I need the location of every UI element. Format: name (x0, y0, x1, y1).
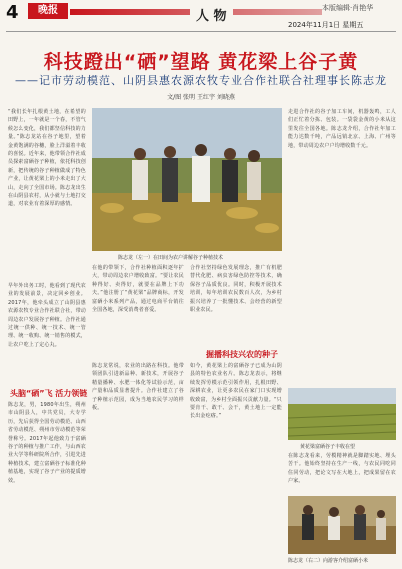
body-column-2b: 陈志龙常说，农业的出路在科技。他带领团队引进新品种、新技术，开展谷子精量播种、水肥一体化等试验示范，亩产量和品质显著提升。合作社建立了谷子种植示范园，成为当地农民学习的样板。 (92, 363, 184, 412)
section-title: 人 物 (190, 5, 233, 24)
main-photo (92, 108, 282, 251)
bottom-photo-illustration (288, 496, 396, 554)
field-photo (288, 388, 396, 440)
body-column-1: “我们长年扎根黄土地，在希望的田野上，一年就是一个春，不管气候怎么变化，我们都坚信科技的力量。”陈志龙站在谷子地里，望着金黄饱满的谷穗，脸上洋溢着丰收的喜悦。近年来，他带领合作社成员探索富硒谷子种植，依托科技创新，把传统的谷子种植做成了特色产业，让黄花梁上的小米走出了大山，走向了全国市场。陈志龙出生在山阴县农村，从小就与土地打交道，对农业有着深厚的感情。 (8, 109, 86, 208)
body-column-1b: 早年外出务工时，他看到了现代农业的发展前景，决定回乡创业。2017年，他牵头成立了山阴县惠农源农牧专业合作社联合社，带动周边农户发展谷子种植。合作社通过统一供种、统一技术、统一管理、统一收购、统一销售的模式，让农户吃上了定心丸。 (8, 283, 86, 348)
body-column-3a: 合作社坚持绿色发展理念，推广有机肥替代化肥、病虫害绿色防控等技术，确保谷子品质优良。同时，积极开展技术培训，每年培训农民数百人次，为乡村振兴培养了一批懂技术、会经营的新型职业农民。 (190, 265, 282, 314)
issue-date: 2024年11月1日 星期五 (288, 21, 364, 29)
photo-caption-3: 陈志龙（右二）向游客介绍富硒小米 (288, 558, 369, 564)
article-headline: 科技蹬出“硒”望路 黄花梁上谷子黄 (43, 51, 359, 73)
article-byline: 文/图 张明 王红宇 刘晓燕 (167, 94, 235, 101)
newspaper-logo: 晚报 (28, 3, 68, 19)
page-number: 4 (6, 2, 19, 23)
section-subhead-2: 掘播科技兴农的种子 (206, 350, 278, 359)
body-column-4a: 走进合作社的谷子加工车间，机器轰鸣，工人们正忙着分拣、包装。一袋袋金黄的小米从这里发往全国各地。陈志龙介绍，合作社年加工能力达数千吨，产品远销北京、上海、广州等地，带动周边农户户均增收数千元。 (288, 109, 396, 149)
body-column-2a: 在他的带领下，合作社种植面积逐年扩大，带动周边农户增收致富。“要让农民种得好、卖得好，就要在品牌上下功夫。”他注册了“黄花梁”品牌商标，开发富硒小米系列产品，通过电商平台销往全国各地，深受消费者喜爱。 (92, 265, 184, 314)
farm-photo-illustration (92, 108, 282, 251)
photo-caption-1: 陈志龙（左一）在田间为农户讲解谷子种植技术 (118, 255, 224, 261)
newspaper-header (0, 0, 402, 30)
bottom-photo (288, 496, 396, 554)
field-photo-illustration (288, 388, 396, 440)
header-rule (6, 31, 396, 32)
body-column-1c: 陈志龙，男，1980年出生，朔州市山阴县人，中共党员，大专学历，先后获得全国劳动模范、山西省劳动模范、朔州市劳动模范等荣誉称号。2017年起他致力于富硒谷子的种植与推广工作，与山西农业大学等科研院所合作，引进先进种植技术，建立富硒谷子标准化种植基地，实现了谷子产业的提质增效。 (8, 402, 86, 484)
article-subhead: ——记市劳动模范、山阴县惠农源农牧专业合作社联合社理事长陈志龙 (15, 74, 387, 87)
body-column-4b: 在陈志龙看来，劳模精神就是脚踏实地、埋头苦干。他始终坚持在生产一线，与农民同吃同住同劳动，把论文写在大地上，把成果留在农户家。 (288, 453, 396, 485)
photo-caption-2: 黄花梁富硒谷子丰收在望 (300, 444, 356, 450)
editor-tagline: 本版编辑·肖艳华 (322, 4, 374, 12)
section-subhead-1: 头脑“硒”飞 活力领链 (10, 389, 88, 398)
body-column-3b: 如今，黄花梁上的富硒谷子已成为山阴县的特色农业名片。陈志龙表示，将继续发挥劳模示范引领作用，扎根田野、深耕农业，让更多农民在家门口实现增收致富，为乡村全面振兴贡献力量。“只要肯干、敢干、会干，黄土地上一定能长出金疙瘩。” (190, 363, 282, 420)
